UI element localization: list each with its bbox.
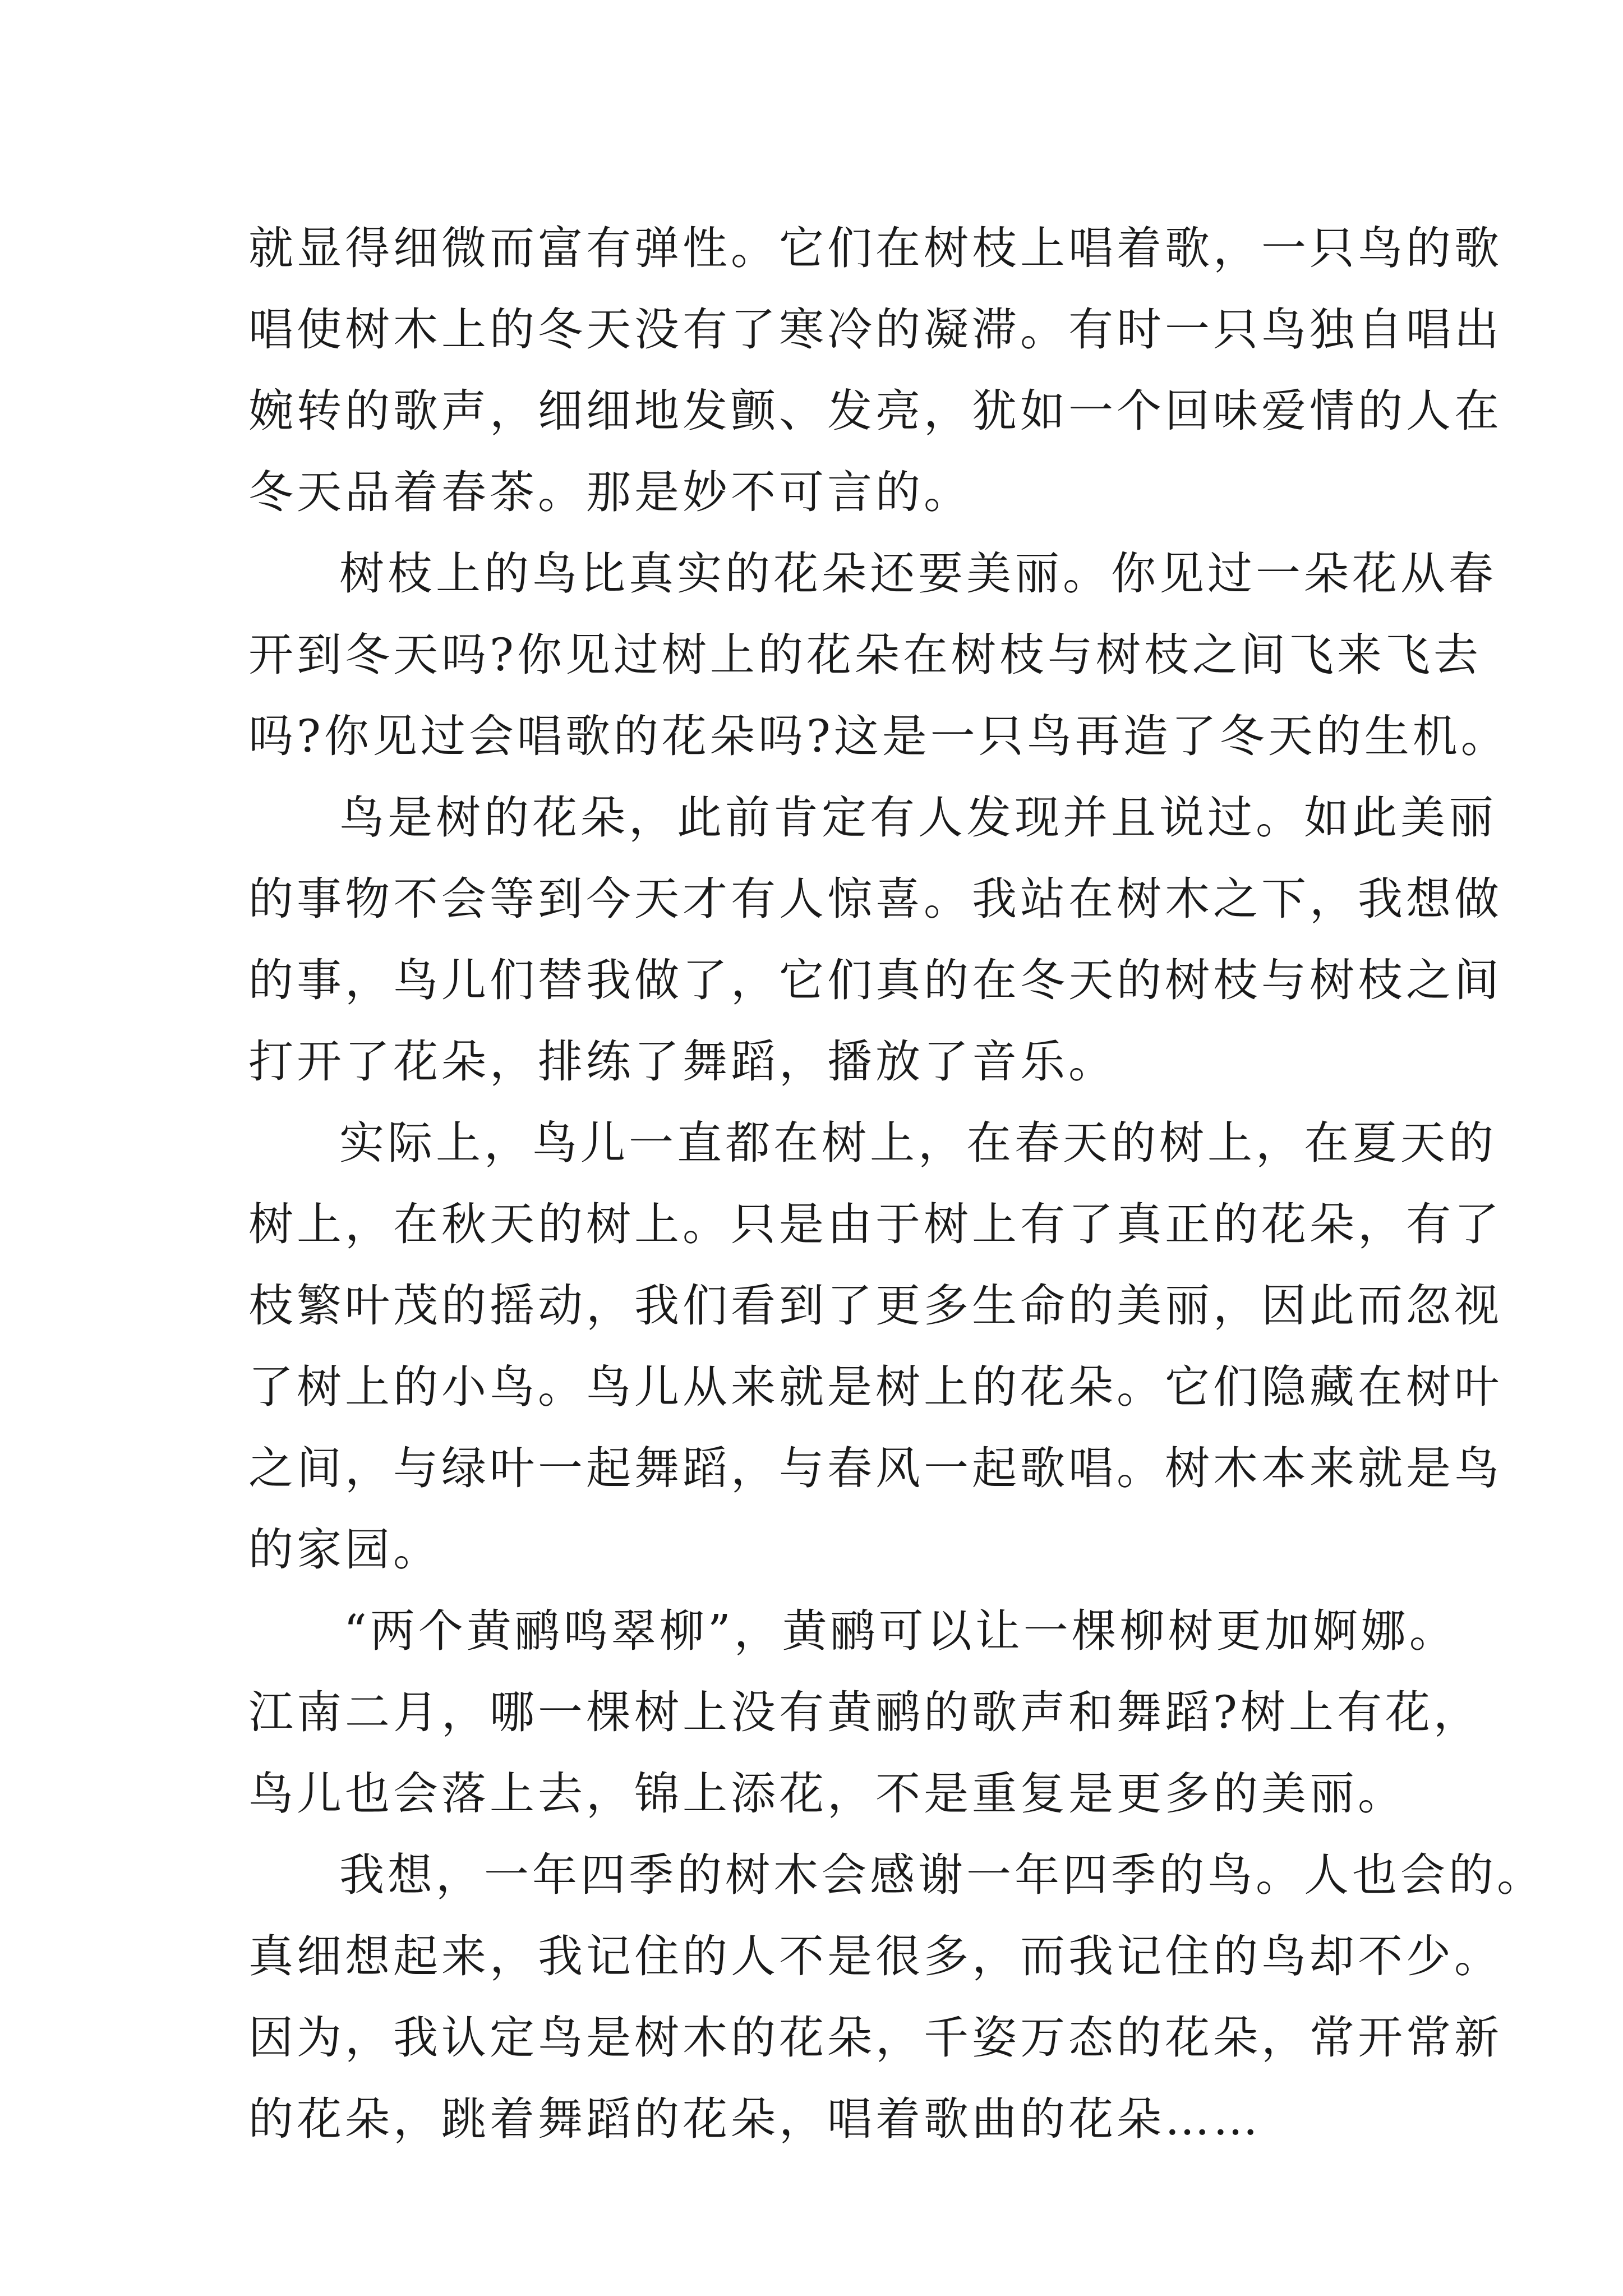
paragraph-first-line: 鸟是树的花朵，此前肯定有人发现并且说过。如此美丽 (339, 792, 1497, 844)
text-line: 江南二月，哪一棵树上没有黄鹂的歌声和舞蹈?树上有花， (248, 1686, 1482, 1738)
text-line: 冬天品着春茶。那是妙不可言的。 (248, 466, 972, 518)
text-line: 婉转的歌声，细细地发颤、发亮，犹如一个回味爱情的人在 (248, 385, 1502, 437)
text-line: 的事，鸟儿们替我做了，它们真的在冬天的树枝与树枝之间 (248, 954, 1502, 1006)
document-body (248, 208, 1545, 2160)
text-line: 的家园。 (248, 1524, 441, 1576)
text-line: 因为，我认定鸟是树木的花朵，千姿万态的花朵，常开常新 (248, 2012, 1502, 2064)
text-line: 开到冬天吗?你见过树上的花朵在树枝与树枝之间飞来飞去 (248, 629, 1482, 681)
text-line: 打开了花朵，排练了舞蹈，播放了音乐。 (248, 1036, 1117, 1088)
text-line: 就显得细微而富有弹性。它们在树枝上唱着歌，一只鸟的歌 (248, 222, 1502, 274)
paragraph-first-line: 实际上，鸟儿一直都在树上，在春天的树上，在夏天的 (339, 1117, 1497, 1169)
text-line: 真细想起来，我记住的人不是很多，而我记住的鸟却不少。 (248, 1930, 1502, 1982)
text-line: 的事物不会等到今天才有人惊喜。我站在树木之下，我想做 (248, 873, 1502, 925)
text-line: 了树上的小鸟。鸟儿从来就是树上的花朵。它们隐藏在树叶 (248, 1361, 1502, 1413)
text-line: 之间，与绿叶一起舞蹈，与春风一起歌唱。树木本来就是鸟 (248, 1442, 1502, 1494)
paragraph-first-line: “两个黄鹂鸣翠柳”，黄鹂可以让一棵柳树更加婀娜。 (344, 1605, 1458, 1657)
text-line: 鸟儿也会落上去，锦上添花，不是重复是更多的美丽。 (248, 1768, 1406, 1820)
text-line: 唱使树木上的冬天没有了寒冷的凝滞。有时一只鸟独自唱出 (248, 303, 1502, 356)
paragraph-first-line: 树枝上的鸟比真实的花朵还要美丽。你见过一朵花从春 (339, 547, 1497, 600)
paragraph-first-line: 我想，一年四季的树木会感谢一年四季的鸟。人也会的。 (339, 1849, 1545, 1901)
text-line: 的花朵，跳着舞蹈的花朵，唱着歌曲的花朵…… (248, 2093, 1261, 2145)
text-line: 树上，在秋天的树上。只是由于树上有了真正的花朵，有了 (248, 1198, 1502, 1250)
text-line: 枝繁叶茂的摇动，我们看到了更多生命的美丽，因此而忽视 (248, 1280, 1502, 1332)
text-line: 吗?你见过会唱歌的花朵吗?这是一只鸟再造了冬天的生机。 (248, 710, 1509, 762)
